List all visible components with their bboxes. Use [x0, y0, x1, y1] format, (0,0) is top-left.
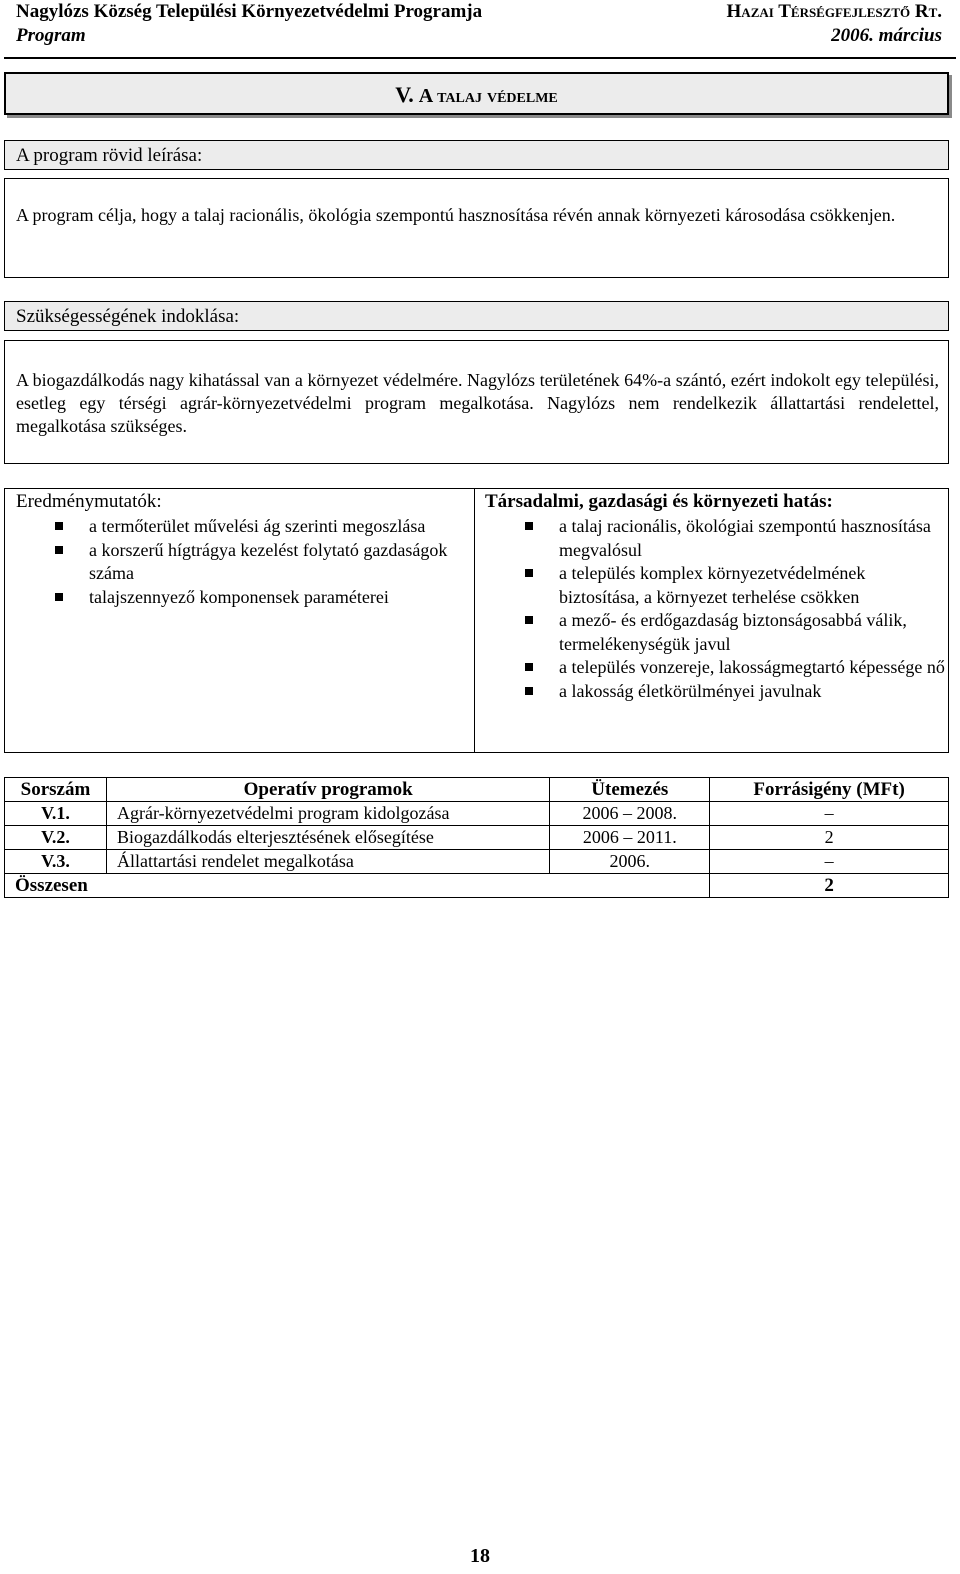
row-funding: 2	[710, 826, 949, 850]
square-bullet-icon	[525, 569, 533, 577]
indicators-column	[5, 489, 475, 752]
description-label: A program rövid leírása:	[16, 145, 203, 166]
header-divider	[4, 57, 956, 59]
description-box	[4, 178, 949, 278]
row-schedule: 2006.	[550, 850, 710, 874]
running-subheader	[16, 25, 942, 47]
table-row	[5, 850, 949, 874]
row-number: V.2.	[5, 826, 107, 850]
row-schedule: 2006 – 2011.	[550, 826, 710, 850]
row-program: Agrár-környezetvédelmi program kidolgozása	[106, 802, 549, 826]
section-title	[6, 82, 947, 108]
list-item	[89, 539, 469, 586]
list-item-text: a lakosság életkörülményei javulnak	[559, 680, 822, 701]
page-number: 18	[470, 1545, 490, 1567]
row-schedule: 2006 – 2008.	[550, 802, 710, 826]
list-item	[89, 515, 469, 539]
square-bullet-icon	[525, 687, 533, 695]
row-program: Biogazdálkodás elterjesztésének elősegítése	[106, 826, 549, 850]
indicators-list	[89, 515, 469, 609]
justification-label-box	[4, 301, 949, 331]
justification-label: Szükségességének indoklása:	[16, 306, 240, 327]
row-number: V.1.	[5, 802, 107, 826]
section-name: A talaj védelme	[418, 85, 558, 107]
list-item	[559, 609, 949, 656]
running-header	[16, 1, 942, 23]
list-item-text: a település komplex környezetvédelmének biztosítása, a környezet terhelése csökken	[559, 563, 866, 607]
column-header-schedule: Ütemezés	[550, 778, 710, 802]
impacts-heading: Társadalmi, gazdasági és környezeti hatás:	[485, 491, 833, 512]
row-funding: –	[710, 802, 949, 826]
document-date: 2006. március	[831, 25, 942, 46]
indicators-impacts-box	[4, 488, 949, 753]
justification-box	[4, 340, 949, 464]
list-item	[559, 515, 949, 562]
indicators-heading: Eredménymutatók:	[16, 491, 162, 512]
total-value: 2	[710, 874, 949, 898]
list-item-text: a termőterület művelési ág szerinti megoszlása	[89, 516, 426, 536]
column-header-number: Sorszám	[5, 778, 107, 802]
row-funding: –	[710, 850, 949, 874]
list-item-text: a korszerű hígtrágya kezelést folytató gazdaságok száma	[89, 539, 448, 583]
impacts-list	[559, 515, 949, 703]
square-bullet-icon	[55, 546, 63, 554]
document-title-continued: Program	[16, 25, 86, 46]
document-title: Nagylózs Község Települési Környezetvédelmi Programja	[16, 1, 483, 22]
list-item	[559, 680, 949, 704]
row-number: V.3.	[5, 850, 107, 874]
list-item-text: a mező- és erdőgazdaság biztonságosabbá válik, termelékenységük javul	[559, 610, 907, 654]
square-bullet-icon	[55, 522, 63, 530]
list-item	[559, 562, 949, 609]
square-bullet-icon	[525, 663, 533, 671]
publisher-name: Hazai Térségfejlesztő Rt.	[726, 1, 942, 22]
table-row	[5, 826, 949, 850]
square-bullet-icon	[55, 593, 63, 601]
section-number: V.	[395, 82, 414, 107]
operative-programs-table	[4, 777, 949, 898]
column-header-program: Operatív programok	[106, 778, 549, 802]
table-row	[5, 802, 949, 826]
impacts-column	[474, 489, 948, 752]
justification-text: A biogazdálkodás nagy kihatással van a környezet védelmére. Nagylózs területének 64%-a szántó, ezért indokolt egy települési, esetleg egy térségi agrár-környezetvédelmi program megalkotása. Nagylózs nem rendelkezik állattartási rendelettel, megalkotása szükséges.	[16, 370, 939, 436]
section-title-box	[4, 72, 949, 115]
table-header-row	[5, 778, 949, 802]
square-bullet-icon	[525, 522, 533, 530]
description-label-box	[4, 140, 949, 170]
total-label: Összesen	[5, 874, 710, 898]
square-bullet-icon	[525, 616, 533, 624]
list-item-text: a talaj racionális, ökológiai szempontú hasznosítása megvalósul	[559, 516, 931, 560]
description-text: A program célja, hogy a talaj racionális, ökológia szempontú hasznosítása révén annak környezeti károsodása csökkenjen.	[16, 205, 896, 225]
list-item-text: talajszennyező komponensek paraméterei	[89, 586, 389, 607]
list-item-text: a település vonzereje, lakosságmegtartó képessége nő	[559, 657, 945, 677]
list-item	[89, 586, 469, 610]
column-header-funding: Forrásigény (MFt)	[710, 778, 949, 802]
row-program: Állattartási rendelet megalkotása	[106, 850, 549, 874]
table-total-row	[5, 874, 949, 898]
list-item	[559, 656, 949, 680]
